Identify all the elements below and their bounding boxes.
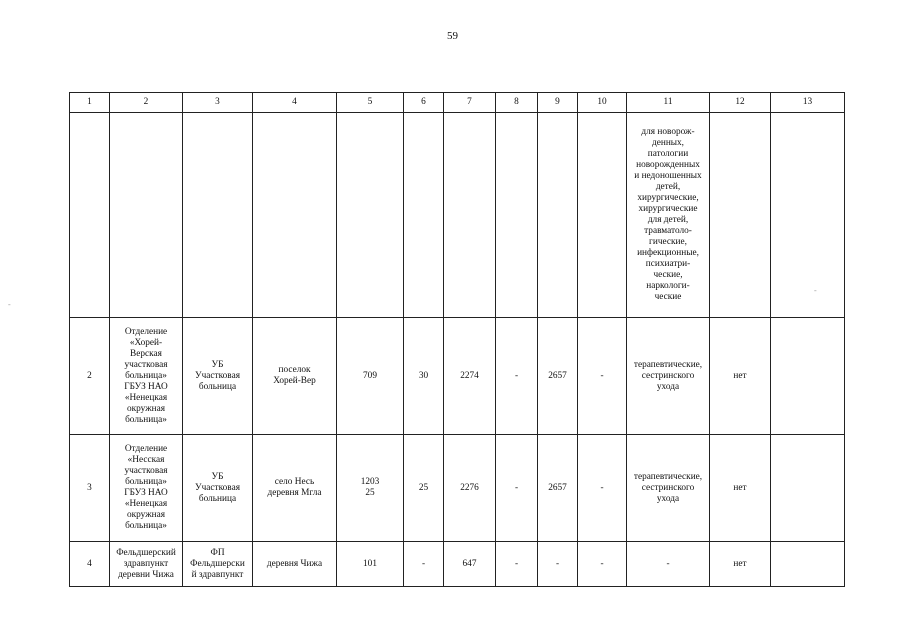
col-12-value: нет [710, 435, 771, 542]
header-cell: 9 [538, 93, 578, 113]
header-cell: 3 [183, 93, 253, 113]
header-cell: 4 [253, 93, 337, 113]
col-6-value: - [404, 542, 444, 587]
col-5-value: 1203 25 [337, 435, 404, 542]
table-header-row [70, 93, 845, 113]
data-table [69, 92, 845, 587]
col-13-value [771, 542, 845, 587]
table-row-continuation [70, 113, 845, 318]
table-row [70, 435, 845, 542]
col-12-value: нет [710, 318, 771, 435]
col-7-value: 647 [444, 542, 496, 587]
col-8-value: - [496, 318, 538, 435]
table-cell [337, 113, 404, 318]
bed-profiles-cell: терапевтические, сестринского ухода [627, 435, 710, 542]
row-number: 3 [70, 435, 110, 542]
header-cell: 1 [70, 93, 110, 113]
col-13-value [771, 435, 845, 542]
col-6-value: 25 [404, 435, 444, 542]
table-cell [771, 113, 845, 318]
facility-name: Отделение «Несская участковая больница» ГБУЗ НАО «Ненецкая окружная больница» [110, 435, 183, 542]
facility-type: ФП Фельдшерски й здравпункт [183, 542, 253, 587]
col-9-value: - [538, 542, 578, 587]
col-7-value: 2274 [444, 318, 496, 435]
facility-type: УБ Участковая больница [183, 435, 253, 542]
col-6-value: 30 [404, 318, 444, 435]
col-7-value: 2276 [444, 435, 496, 542]
header-cell: 13 [771, 93, 845, 113]
header-cell: 5 [337, 93, 404, 113]
col-10-value: - [578, 542, 627, 587]
table-row [70, 542, 845, 587]
table-cell [538, 113, 578, 318]
header-cell: 12 [710, 93, 771, 113]
col-8-value: - [496, 435, 538, 542]
table-cell [444, 113, 496, 318]
table-cell [183, 113, 253, 318]
table-row [70, 318, 845, 435]
table-cell [253, 113, 337, 318]
col-13-value [771, 318, 845, 435]
col-5-value: 101 [337, 542, 404, 587]
page-number: 59 [447, 30, 458, 42]
locality: деревня Чижа [253, 542, 337, 587]
locality: село Несь деревня Мгла [253, 435, 337, 542]
col-9-value: 2657 [538, 318, 578, 435]
facility-type: УБ Участковая больница [183, 318, 253, 435]
col-8-value: - [496, 542, 538, 587]
header-cell: 7 [444, 93, 496, 113]
header-cell: 2 [110, 93, 183, 113]
col-5-value: 709 [337, 318, 404, 435]
header-cell: 10 [578, 93, 627, 113]
table-cell [710, 113, 771, 318]
col-12-value: нет [710, 542, 771, 587]
locality: поселок Хорей-Вер [253, 318, 337, 435]
scan-speck: - [814, 286, 817, 295]
bed-profiles-cell: терапевтические, сестринского ухода [627, 318, 710, 435]
facility-name: Отделение «Хорей- Верская участковая больница» ГБУЗ НАО «Ненецкая окружная больница» [110, 318, 183, 435]
bed-profiles-cell: для новорож- денных, патологии новорожденных и недоношенных детей, хирургические, хирургические для детей, травматоло- гические, инфекционные, психиатри- ческие, наркологи- ческие [627, 113, 710, 318]
col-10-value: - [578, 318, 627, 435]
col-10-value: - [578, 435, 627, 542]
header-cell: 6 [404, 93, 444, 113]
facility-name: Фельдшерский здравпункт деревни Чижа [110, 542, 183, 587]
scan-speck: - [8, 300, 11, 309]
header-cell: 11 [627, 93, 710, 113]
table-cell [70, 113, 110, 318]
table-cell [496, 113, 538, 318]
table-cell [110, 113, 183, 318]
table-cell [404, 113, 444, 318]
header-cell: 8 [496, 93, 538, 113]
row-number: 2 [70, 318, 110, 435]
bed-profiles-cell: - [627, 542, 710, 587]
row-number: 4 [70, 542, 110, 587]
table-cell [578, 113, 627, 318]
col-9-value: 2657 [538, 435, 578, 542]
